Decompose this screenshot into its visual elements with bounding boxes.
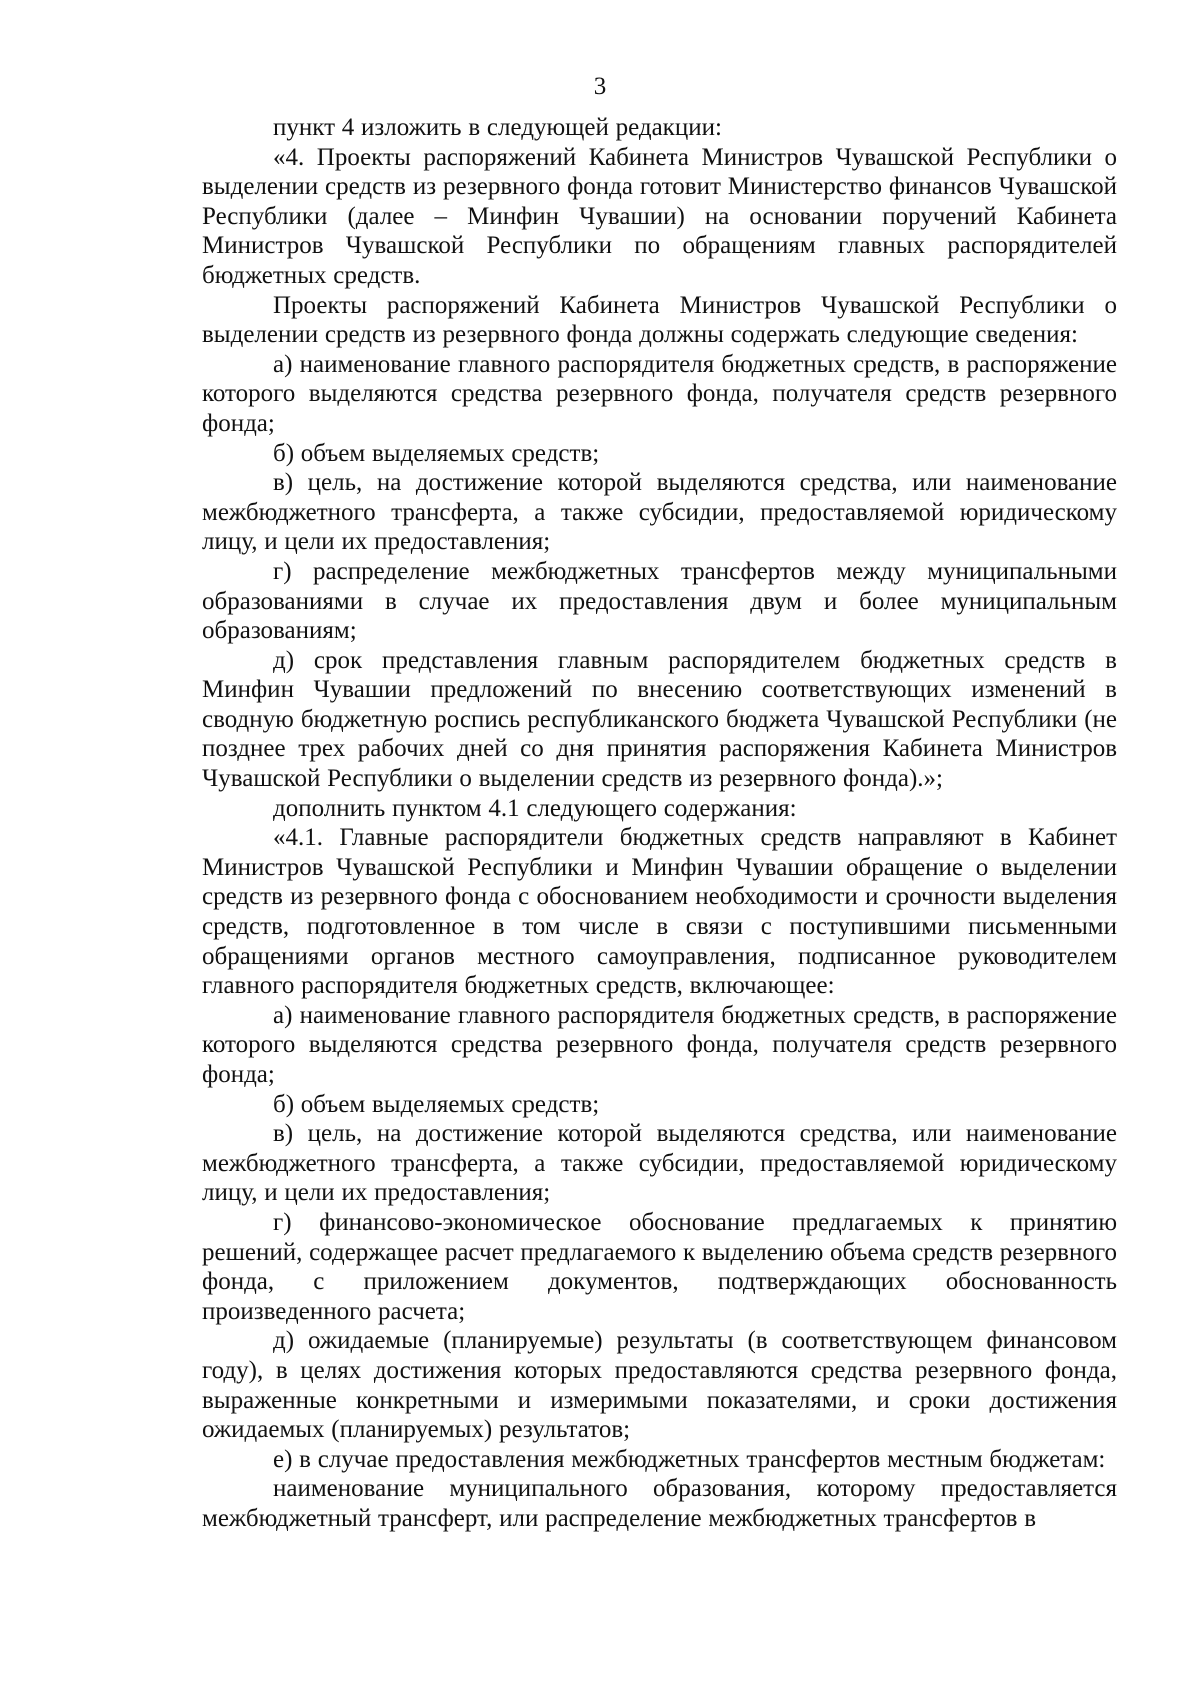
paragraph: а) наименование главного распорядителя бюджетных средств, в распоряжение которого выделяются средства резервного фонда, получателя средств резервного фонда;	[202, 1001, 1117, 1088]
paragraph: Проекты распоряжений Кабинета Министров Чувашской Республики о выделении средств из резервного фонда должны содержать следующие сведения:	[202, 291, 1117, 349]
paragraph: г) финансово-экономическое обоснование предлагаемых к принятию решений, содержащее расчет предлагаемого к выделению объема средств резервного фонда, с приложением документов, подтверждающих обоснованность произведенного расчета;	[202, 1208, 1117, 1325]
paragraph: пункт 4 изложить в следующей редакции:	[273, 114, 722, 141]
paragraph: дополнить пунктом 4.1 следующего содержания:	[273, 794, 797, 822]
paragraph: б) объем выделяемых средств;	[273, 1090, 600, 1118]
paragraph: в) цель, на достижение которой выделяются средства, или наименование межбюджетного трансферта, а также субсидии, предоставляемой юридическому лицу, и цели их предоставления;	[202, 1120, 1117, 1207]
page-number: 3	[593, 73, 607, 100]
paragraph: г) распределение межбюджетных трансфертов между муниципальными образованиями в случае их предоставления двум и более муниципальным образованиям;	[202, 557, 1117, 645]
paragraph: а) наименование главного распорядителя бюджетных средств, в распоряжение которого выделяются средства резервного фонда, получателя средств резервного фонда;	[202, 350, 1117, 437]
paragraph: д) срок представления главным распорядителем бюджетных средств в Минфин Чувашии предложений по внесению соответствующих изменений в сводную бюджетную роспись республиканского бюджета Чувашской Республики (не позднее трех рабочих дней со дня принятия распоряжения Кабинета Министров Чувашской Республики о выделении средств из резервного фонда).»;	[202, 646, 1117, 793]
paragraph: в) цель, на достижение которой выделяются средства, или наименование межбюджетного трансферта, а также субсидии, предоставляемой юридическому лицу, и цели их предоставления;	[202, 469, 1117, 556]
paragraph: е) в случае предоставления межбюджетных трансфертов местным бюджетам:	[273, 1445, 1106, 1473]
paragraph: б) объем выделяемых средств;	[273, 439, 600, 467]
document-body	[202, 113, 1117, 1534]
paragraph: «4. Проекты распоряжений Кабинета Министров Чувашской Республики о выделении средств из резервного фонда готовит Министерство финансов Чувашской Республики (далее – Минфин Чувашии) на основании поручений Кабинета Министров Чувашской Республики по обращениям главных распорядителей бюджетных средств.	[202, 143, 1117, 289]
paragraph: наименование муниципального образования, которому предоставляется межбюджетный трансферт, или распределение межбюджетных трансфертов в	[202, 1475, 1117, 1532]
paragraph: д) ожидаемые (планируемые) результаты (в соответствующем финансовом году), в целях достижения которых предоставляются средства резервного фонда, выраженные конкретными и измеримыми показателями, и сроки достижения ожидаемых (планируемых) результатов;	[202, 1327, 1117, 1444]
paragraph: «4.1. Главные распорядители бюджетных средств направляют в Кабинет Министров Чувашской Республики и Минфин Чувашии обращение о выделении средств из резервного фонда с обоснованием необходимости и срочности выделения средств, подготовленное в том числе в связи с поступившими письменными обращениями органов местного самоуправления, подписанное руководителем главного распорядителя бюджетных средств, включающее:	[202, 824, 1117, 1000]
